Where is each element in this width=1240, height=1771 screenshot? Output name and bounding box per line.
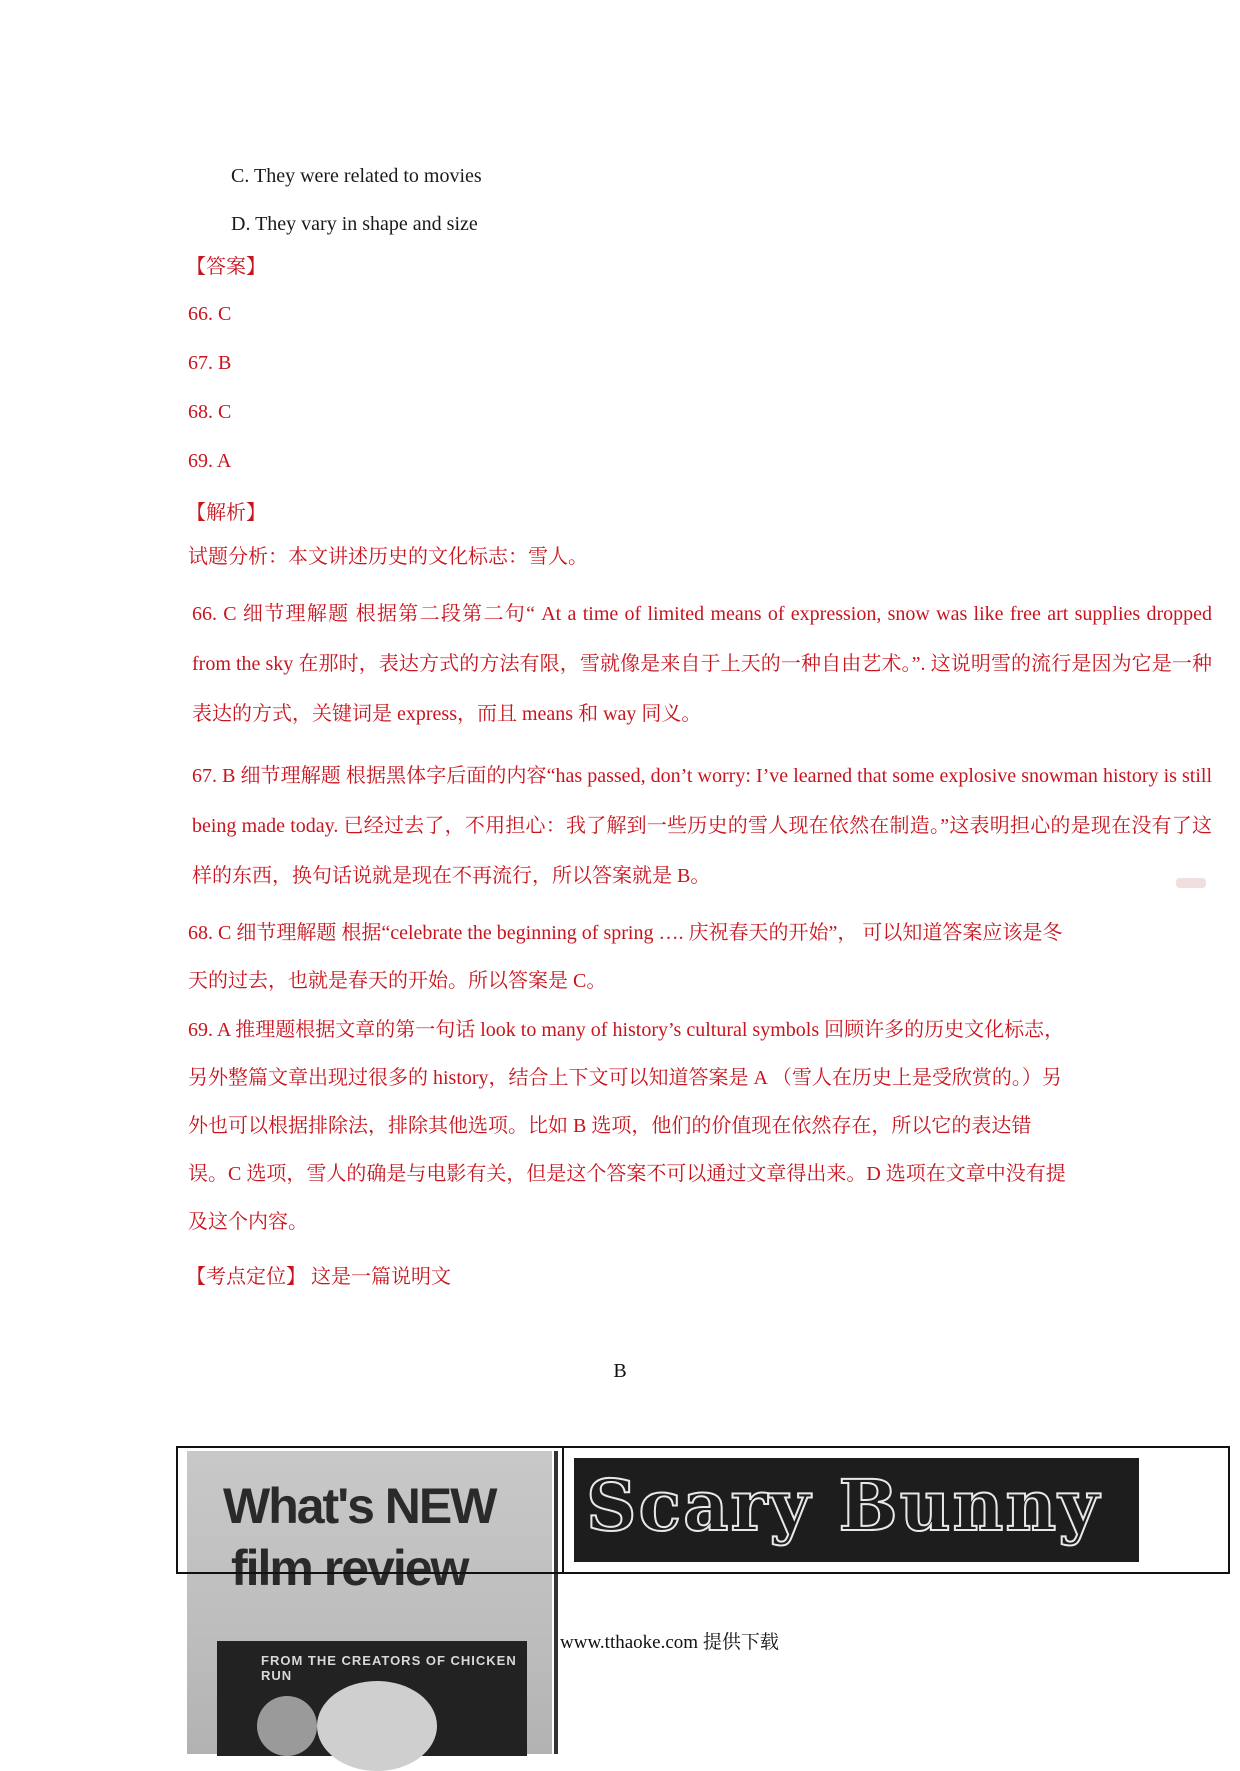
poster-pumpkin-shape	[317, 1681, 437, 1771]
answer-67: 67. B	[188, 352, 232, 374]
banner-title: Scary Bunny	[586, 1464, 1101, 1547]
answer-68: 68. C	[188, 401, 232, 423]
section-heading: B	[613, 1360, 627, 1382]
photo-title-line-1: What's NEW	[223, 1478, 496, 1534]
table-frame	[176, 1446, 1230, 1574]
photo-title-line-2: film review	[231, 1540, 468, 1596]
answer-tag: 【答案】	[186, 256, 266, 278]
kaodian-tag: 【考点定位】 这是一篇说明文	[186, 1266, 451, 1288]
analysis-tag: 【解析】	[186, 502, 266, 524]
explanation-69: 69. A 推理题根据文章的第一句话 look to many of history’s cultural symbols 回顾许多的历史文化标志，另外整篇文章出现过很多的 history，结合上下文可以知道答案是 A （雪人在历史上是受欣赏的。）另外也可以根据排除法，排除其他选项。比如 B 选项，他们的价值现在依然存在，所以它的表达错误。C 选项，雪人的确是与电影有关，但是这个答案不可以通过文章得出来。D 选项在文章中没有提及这个内容。	[188, 1019, 1066, 1233]
answer-66: 66. C	[188, 303, 232, 325]
option-d: D. They vary in shape and size	[231, 213, 478, 235]
poster-caption: FROM THE CREATORS OF CHICKEN RUN	[261, 1653, 517, 1683]
option-c: C. They were related to movies	[231, 165, 482, 187]
poster-figure-shape	[257, 1696, 317, 1756]
scan-mark	[1176, 878, 1206, 888]
explanation-67: 67. B 细节理解题 根据黑体字后面的内容“has passed, don’t worry: I’ve learned that some explosive snowman history is still being made today. 已经过去了，不用担心：我了解到一些历史的雪人现在依然在制造。”这表明担心的是现在没有了这样的东西，换句话说就是现在不再流行，所以答案就是 B。	[192, 765, 1212, 887]
answer-69: 69. A	[188, 450, 232, 472]
explanation-68: 68. C 细节理解题 根据“celebrate the beginning of spring …. 庆祝春天的开始”， 可以知道答案应该是冬天的过去，也就是春天的开始。所以答案是 C。	[188, 922, 1063, 992]
download-footer: www.tthaoke.com 提供下载	[560, 1632, 779, 1653]
table-divider	[562, 1446, 564, 1574]
movie-poster	[217, 1641, 527, 1756]
explanation-66: 66. C 细节理解题 根据第二段第二句“ At a time of limited means of expression, snow was like free art supplies dropped from the sky 在那时，表达方式的方法有限，雪就像是来自于上天的一种自由艺术。”. 这说明雪的流行是因为它是一种表达的方式，关键词是 express，而且 means 和 way 同义。	[192, 603, 1212, 725]
analysis-summary: 试题分析：本文讲述历史的文化标志：雪人。	[188, 546, 588, 568]
